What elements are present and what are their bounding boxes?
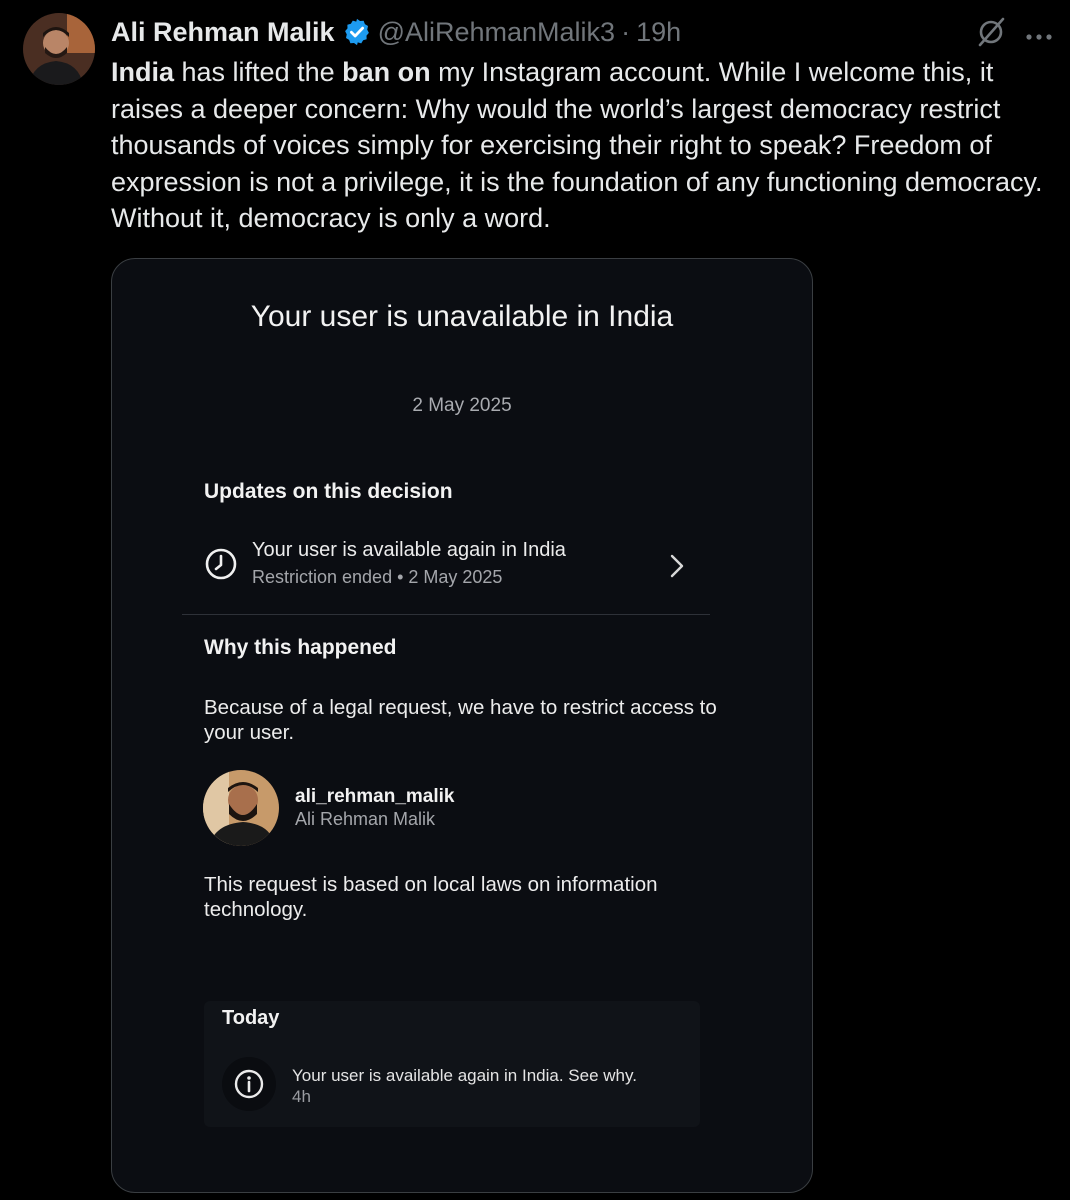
restriction-date: 2 May 2025 xyxy=(412,395,512,416)
author-avatar[interactable] xyxy=(23,13,95,85)
today-label: Today xyxy=(222,1007,280,1029)
meta-separator: · xyxy=(621,16,631,47)
tweet-text xyxy=(111,54,1056,237)
grok-icon[interactable] xyxy=(975,16,1007,48)
tweet-timestamp[interactable]: 19h xyxy=(636,16,682,47)
tweet-text-bold-ban: ban on xyxy=(342,57,431,87)
law-note-text: This request is based on local laws on information technology. xyxy=(204,873,658,921)
update-main-text: Your user is available again in India xyxy=(252,539,566,561)
notification-time: 4h xyxy=(292,1087,311,1106)
author-handle[interactable]: @AliRehmanMalik3 xyxy=(377,16,616,47)
tweet-header xyxy=(111,15,681,49)
tweet-media-image[interactable] xyxy=(111,258,813,1193)
chevron-right-icon xyxy=(668,553,686,579)
update-status-row xyxy=(184,527,710,607)
restriction-title: Your user is unavailable in India xyxy=(250,300,674,333)
instagram-username: ali_rehman_malik xyxy=(295,786,455,807)
why-heading: Why this happened xyxy=(204,636,397,659)
why-body-text: Because of a legal request, we have to restrict access to your user. xyxy=(204,696,717,744)
notification-text xyxy=(292,1065,652,1107)
more-options-icon[interactable] xyxy=(1025,28,1053,36)
tweet-text-bold-india: India xyxy=(111,57,175,87)
verified-badge-icon[interactable] xyxy=(342,17,372,47)
today-notification-card xyxy=(204,1001,700,1127)
section-divider xyxy=(182,614,710,615)
info-icon xyxy=(233,1068,265,1100)
tweet-text-segment: has lifted the xyxy=(174,57,343,87)
updates-heading: Updates on this decision xyxy=(204,480,453,503)
tweet-text-segment: my Instagram account. While I welcome this, it raises a deeper concern: Why would the world’s largest democracy restrict thousands of voices simply for exercising their right to speak? Freedom of expression is not a privilege, it is the foundation of any functioning democracy. Without it, democracy is only a word. xyxy=(111,57,1043,233)
update-sub-text: Restriction ended • 2 May 2025 xyxy=(252,567,503,587)
info-icon-container xyxy=(222,1057,276,1111)
instagram-full-name: Ali Rehman Malik xyxy=(295,809,436,829)
instagram-screenshot xyxy=(112,259,812,1192)
clock-icon xyxy=(204,547,238,581)
notification-message: Your user is available again in India. See why. xyxy=(292,1066,637,1085)
author-name[interactable]: Ali Rehman Malik xyxy=(111,16,335,47)
profile-avatar xyxy=(203,770,279,846)
